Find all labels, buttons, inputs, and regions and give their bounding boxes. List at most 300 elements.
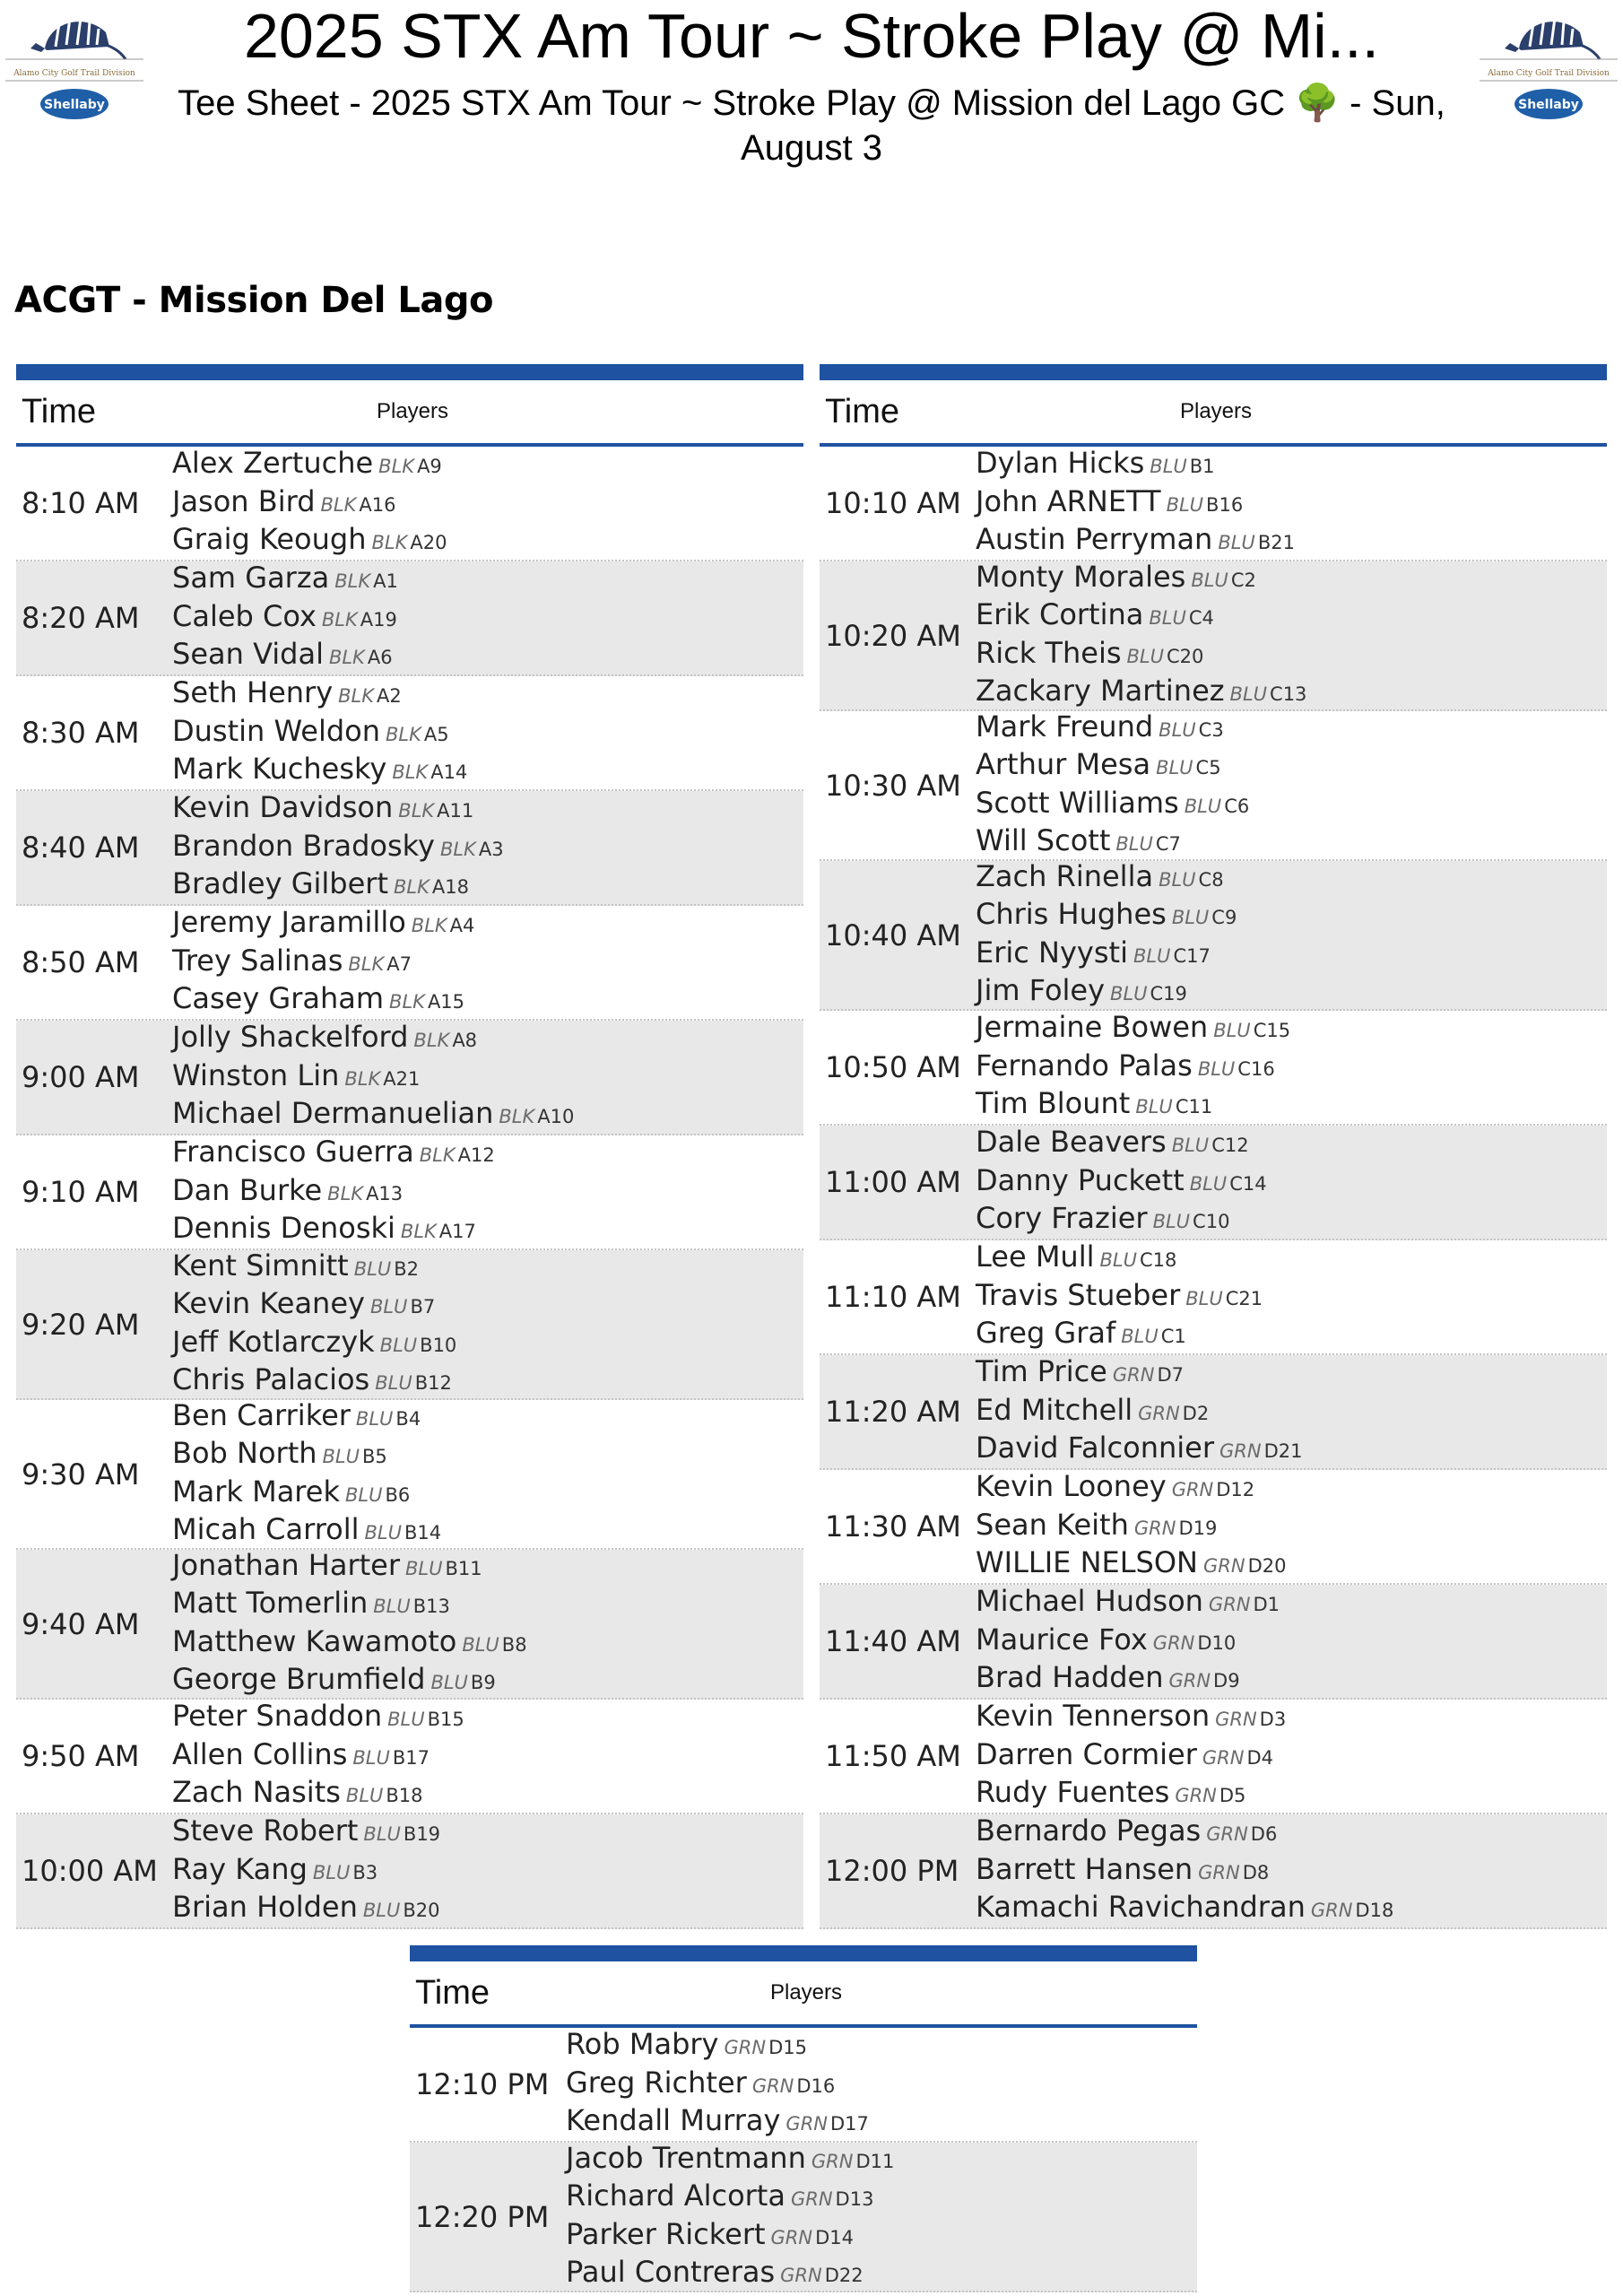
starting-position: B19 xyxy=(403,1823,441,1846)
player-name: Peter Snaddon xyxy=(172,1699,383,1734)
player-entry xyxy=(172,752,803,790)
tee-time: 10:00 AM xyxy=(22,1854,158,1888)
tee-time: 12:20 PM xyxy=(415,2199,550,2234)
logo-text: Alamo City Golf Trail Division xyxy=(1488,69,1610,78)
tee-color: BLU xyxy=(363,1823,401,1846)
tee-color: BLU xyxy=(1184,795,1222,817)
tee-sheet-table-bottom xyxy=(410,1945,1197,2292)
starting-position: B17 xyxy=(392,1746,430,1769)
player-entry xyxy=(976,1813,1607,1852)
tee-time: 12:10 PM xyxy=(415,2067,550,2101)
starting-position: D8 xyxy=(1242,1861,1270,1883)
tee-time-row xyxy=(820,1470,1607,1585)
player-entry xyxy=(172,981,803,1020)
starting-position: B18 xyxy=(386,1785,423,1807)
tee-time-row xyxy=(410,2028,1197,2143)
tee-time-row xyxy=(820,858,1607,1011)
tee-time: 8:40 AM xyxy=(22,831,140,865)
tee-color: BLK xyxy=(439,838,476,860)
player-entry xyxy=(976,1737,1607,1776)
player-name: Sean Vidal xyxy=(172,637,324,672)
tee-color: BLU xyxy=(1171,907,1210,928)
starting-position: C9 xyxy=(1211,907,1237,928)
tee-color: BLU xyxy=(1197,1057,1236,1080)
starting-position: C10 xyxy=(1193,1211,1230,1233)
player-name: Kent Simnitt xyxy=(172,1248,349,1283)
starting-position: D14 xyxy=(815,2226,855,2248)
starting-position: B11 xyxy=(445,1557,482,1579)
player-entry xyxy=(976,786,1607,824)
tee-color: BLU xyxy=(1189,1172,1228,1195)
starting-position: B5 xyxy=(362,1446,387,1467)
player-list xyxy=(172,905,803,1020)
player-name: Fernando Palas xyxy=(976,1048,1193,1083)
tee-time: 10:40 AM xyxy=(825,918,961,952)
tee-sheet-table-left xyxy=(16,364,803,1929)
tee-color: BLU xyxy=(1135,1096,1173,1118)
table-top-bar xyxy=(410,1945,1197,1961)
player-name: Chris Palacios xyxy=(172,1362,370,1396)
tee-color: BLK xyxy=(389,991,425,1013)
player-entry xyxy=(172,829,803,867)
player-name: Jim Foley xyxy=(976,973,1106,1007)
player-name: Sam Garza xyxy=(172,561,330,596)
starting-position: A13 xyxy=(366,1182,404,1205)
tee-color: BLU xyxy=(375,1372,412,1394)
starting-position: C16 xyxy=(1237,1057,1275,1080)
tee-color: GRN xyxy=(1152,1631,1195,1654)
player-name: Michael Dermanuelian xyxy=(172,1096,494,1131)
starting-position: A18 xyxy=(431,876,469,899)
tee-color: BLK xyxy=(411,915,447,937)
player-entry xyxy=(172,1173,803,1212)
starting-position: A5 xyxy=(423,723,449,745)
player-entry xyxy=(172,1058,803,1097)
tee-color: GRN xyxy=(1175,1785,1217,1807)
player-entry xyxy=(976,709,1607,748)
tee-color: BLU xyxy=(1133,944,1171,967)
tee-color: BLU xyxy=(345,1785,384,1807)
player-entry xyxy=(976,1699,1607,1737)
player-name: Jacob Trentmann xyxy=(566,2140,806,2175)
tee-color: BLU xyxy=(352,1746,390,1769)
player-name: Kamachi Ravichandran xyxy=(976,1890,1306,1925)
player-name: Barrett Hansen xyxy=(976,1851,1193,1886)
tee-color: BLU xyxy=(430,1672,468,1693)
tee-color: GRN xyxy=(1219,1440,1262,1463)
tee-time-row xyxy=(16,1021,803,1135)
player-name: George Brumfield xyxy=(172,1662,426,1696)
tee-time: 9:40 AM xyxy=(22,1606,140,1641)
starting-position: D7 xyxy=(1157,1364,1184,1387)
starting-position: B7 xyxy=(410,1296,436,1318)
player-name: Will Scott xyxy=(976,823,1111,857)
player-entry xyxy=(172,1512,803,1551)
player-entry xyxy=(976,747,1607,786)
starting-position: C21 xyxy=(1225,1287,1263,1309)
starting-position: D11 xyxy=(855,2150,895,2172)
player-name: John ARNETT xyxy=(976,483,1161,518)
player-entry xyxy=(172,1699,803,1737)
tee-time: 8:20 AM xyxy=(22,601,140,635)
player-list xyxy=(976,1354,1607,1469)
tee-color: GRN xyxy=(724,2037,767,2059)
player-name: Winston Lin xyxy=(172,1057,340,1092)
starting-position: A19 xyxy=(360,608,397,631)
sponsor-name: Shellaby xyxy=(1518,98,1579,112)
tee-time: 9:50 AM xyxy=(22,1739,140,1773)
player-name: Arthur Mesa xyxy=(976,747,1151,781)
tee-color: GRN xyxy=(1168,1670,1211,1692)
player-entry xyxy=(172,1662,803,1700)
tee-color: GRN xyxy=(1202,1555,1245,1578)
player-list xyxy=(976,1469,1607,1584)
tee-color: BLU xyxy=(1171,1135,1210,1157)
player-entry xyxy=(172,1624,803,1663)
tee-time-row xyxy=(820,1700,1607,1814)
tee-color: BLU xyxy=(1099,1249,1137,1272)
starting-position: C13 xyxy=(1270,683,1307,705)
player-entry xyxy=(172,1436,803,1474)
tee-color: GRN xyxy=(1310,1900,1353,1922)
player-name: Richard Alcorta xyxy=(566,2179,785,2213)
player-name: Lee Mull xyxy=(976,1239,1095,1274)
starting-position: B6 xyxy=(385,1483,411,1506)
player-name: Ray Kang xyxy=(172,1851,308,1886)
player-list xyxy=(976,709,1607,862)
players-column-header: Players xyxy=(769,1980,843,2005)
player-entry xyxy=(172,905,803,944)
armadillo-icon xyxy=(1505,18,1600,59)
tee-color: GRN xyxy=(1215,1709,1257,1731)
tee-color: BLK xyxy=(348,952,385,975)
tee-color: BLK xyxy=(499,1106,535,1128)
player-name: Jonathan Harter xyxy=(172,1547,401,1582)
starting-position: C1 xyxy=(1160,1326,1186,1348)
player-entry xyxy=(172,1852,803,1891)
organization-logo-right xyxy=(1474,4,1623,122)
player-entry xyxy=(172,1286,803,1325)
players-column-header: Players xyxy=(376,399,449,423)
player-name: Kevin Davidson xyxy=(172,790,394,825)
starting-position: C7 xyxy=(1155,833,1181,855)
player-name: Tim Blount xyxy=(976,1086,1131,1121)
player-name: Trey Salinas xyxy=(172,943,343,978)
starting-position: B14 xyxy=(404,1522,442,1544)
tee-time-row xyxy=(820,1814,1607,1929)
player-entry xyxy=(172,599,803,638)
tee-color: GRN xyxy=(1138,1402,1180,1424)
tee-color: BLU xyxy=(1191,569,1228,591)
tee-color: BLK xyxy=(334,570,371,593)
tee-color: GRN xyxy=(1112,1364,1155,1387)
tee-color: BLU xyxy=(355,1407,394,1430)
player-entry xyxy=(172,1325,803,1363)
starting-position: B13 xyxy=(412,1596,450,1617)
starting-position: C17 xyxy=(1173,944,1211,967)
player-entry xyxy=(172,1813,803,1852)
tee-time-row xyxy=(820,1126,1607,1240)
tee-color: BLU xyxy=(1229,683,1268,705)
starting-position: D2 xyxy=(1182,1402,1210,1424)
tee-color: BLK xyxy=(413,1030,450,1052)
player-entry xyxy=(566,2217,1197,2256)
starting-position: A3 xyxy=(478,838,504,860)
tee-color: BLK xyxy=(392,761,429,784)
tee-time-row xyxy=(820,561,1607,711)
player-entry xyxy=(172,637,803,675)
tee-time: 11:40 AM xyxy=(825,1624,961,1658)
player-name: Bob North xyxy=(172,1436,317,1470)
player-entry xyxy=(976,1545,1607,1584)
player-name: Michael Hudson xyxy=(976,1584,1203,1619)
player-name: Micah Carroll xyxy=(172,1512,360,1546)
table-header xyxy=(820,380,1607,447)
player-entry xyxy=(566,2066,1197,2104)
tee-color: GRN xyxy=(780,2265,822,2286)
player-entry xyxy=(172,484,803,523)
tee-time: 9:20 AM xyxy=(22,1307,140,1342)
starting-position: C3 xyxy=(1198,718,1224,741)
player-entry xyxy=(976,522,1607,561)
player-name: Paul Contreras xyxy=(566,2255,776,2289)
tee-color: BLU xyxy=(362,1900,401,1922)
player-name: Mark Freund xyxy=(976,709,1154,744)
tee-color: BLU xyxy=(312,1861,351,1883)
starting-position: A1 xyxy=(373,570,398,593)
table-top-bar xyxy=(820,364,1607,380)
starting-position: B16 xyxy=(1206,493,1244,516)
tee-color: BLU xyxy=(1159,718,1196,741)
tee-color: GRN xyxy=(1202,1746,1245,1769)
player-name: Brad Hadden xyxy=(976,1660,1164,1695)
tee-time-row xyxy=(16,791,803,906)
tee-color: BLU xyxy=(462,1633,499,1656)
tee-color: BLU xyxy=(1156,757,1193,778)
tee-color: GRN xyxy=(1171,1479,1214,1501)
player-entry xyxy=(976,973,1607,1012)
tee-color: BLK xyxy=(327,1182,364,1205)
player-list xyxy=(172,675,803,790)
tee-color: BLU xyxy=(405,1557,443,1579)
player-entry xyxy=(172,1362,803,1401)
tee-time-row xyxy=(16,1250,803,1400)
player-list xyxy=(172,1248,803,1401)
player-entry xyxy=(172,675,803,714)
starting-position: D22 xyxy=(824,2265,864,2286)
starting-position: A11 xyxy=(437,800,474,822)
starting-position: B4 xyxy=(395,1407,421,1430)
table-header xyxy=(410,1961,1197,2028)
player-entry xyxy=(976,1622,1607,1661)
starting-position: D3 xyxy=(1259,1709,1287,1731)
player-name: Tim Price xyxy=(976,1354,1107,1389)
player-name: Dan Burke xyxy=(172,1172,323,1207)
player-name: Bradley Gilbert xyxy=(172,866,388,901)
starting-position: C11 xyxy=(1175,1096,1213,1118)
player-name: Eric Nyysti xyxy=(976,935,1128,970)
player-entry xyxy=(976,1584,1607,1622)
table-header xyxy=(16,380,803,447)
player-name: Allen Collins xyxy=(172,1736,348,1771)
player-list xyxy=(172,446,803,561)
player-name: Brandon Bradosky xyxy=(172,828,435,863)
player-entry xyxy=(566,2179,1197,2217)
player-entry xyxy=(172,1020,803,1058)
player-name: Zach Rinella xyxy=(976,858,1154,893)
tee-color: BLU xyxy=(1115,833,1153,855)
tee-time: 11:20 AM xyxy=(825,1395,961,1429)
tee-color: GRN xyxy=(770,2226,813,2248)
tee-color: BLU xyxy=(373,1596,411,1617)
player-name: Parker Rickert xyxy=(566,2216,766,2251)
starting-position: A10 xyxy=(537,1106,575,1128)
starting-position: A16 xyxy=(359,493,396,516)
player-entry xyxy=(566,2141,1197,2179)
tee-color: BLK xyxy=(400,1221,437,1243)
player-entry xyxy=(172,944,803,982)
tee-color: GRN xyxy=(811,2150,854,2172)
player-name: Sean Keith xyxy=(976,1507,1129,1542)
tee-time: 8:30 AM xyxy=(22,716,140,750)
starting-position: A12 xyxy=(457,1144,495,1167)
player-entry xyxy=(976,1431,1607,1469)
tee-color: BLK xyxy=(394,876,430,899)
starting-position: B21 xyxy=(1257,532,1295,554)
player-name: Seth Henry xyxy=(172,675,334,710)
starting-position: B9 xyxy=(470,1672,496,1693)
player-name: Zach Nasits xyxy=(172,1775,341,1810)
player-entry xyxy=(566,2103,1197,2142)
player-entry xyxy=(976,1163,1607,1202)
starting-position: C18 xyxy=(1139,1249,1177,1272)
player-entry xyxy=(172,1248,803,1287)
player-name: Travis Stueber xyxy=(976,1277,1181,1312)
player-list xyxy=(172,1548,803,1700)
starting-position: D9 xyxy=(1213,1670,1240,1692)
player-entry xyxy=(172,1211,803,1249)
tee-time: 11:50 AM xyxy=(825,1739,961,1773)
tee-time: 11:00 AM xyxy=(825,1165,961,1199)
starting-position: D6 xyxy=(1250,1823,1278,1846)
page-subtitle: Tee Sheet - 2025 STX Am Tour ~ Stroke Play @ Mission del Lago GC 🌳 - Sun, August 3 xyxy=(178,83,1445,168)
player-name: Austin Perryman xyxy=(976,522,1213,557)
player-list xyxy=(976,859,1607,1012)
tee-color: BLU xyxy=(344,1483,383,1506)
player-list xyxy=(976,1813,1607,1928)
player-entry xyxy=(976,1660,1607,1699)
tee-time: 10:30 AM xyxy=(825,768,961,803)
starting-position: A7 xyxy=(386,952,412,975)
starting-position: A15 xyxy=(427,991,465,1013)
tee-time-row xyxy=(16,676,803,791)
starting-position: D16 xyxy=(796,2074,836,2097)
player-name: Matthew Kawamoto xyxy=(172,1623,457,1658)
player-entry xyxy=(172,1135,803,1173)
tee-color: BLU xyxy=(1213,1020,1251,1042)
tee-color: GRN xyxy=(1208,1594,1251,1616)
player-entry xyxy=(172,714,803,752)
player-name: Dylan Hicks xyxy=(976,446,1145,481)
tee-time-row xyxy=(820,1585,1607,1700)
starting-position: B20 xyxy=(403,1900,440,1922)
player-list xyxy=(566,2141,1197,2293)
starting-position: B8 xyxy=(501,1633,527,1656)
starting-position: C15 xyxy=(1253,1020,1291,1042)
tee-color: BLU xyxy=(1110,983,1148,1004)
starting-position: A8 xyxy=(452,1030,478,1052)
player-name: Mark Kuchesky xyxy=(172,752,387,787)
tee-color: BLK xyxy=(398,800,435,822)
player-entry xyxy=(976,859,1607,898)
player-list xyxy=(172,790,803,905)
starting-position: D18 xyxy=(1355,1900,1394,1922)
player-list xyxy=(976,446,1607,561)
player-entry xyxy=(976,935,1607,974)
player-list xyxy=(976,1239,1607,1354)
starting-position: B10 xyxy=(420,1334,457,1356)
tee-color: BLK xyxy=(328,647,365,669)
time-column-header: Time xyxy=(825,392,900,430)
tee-color: BLK xyxy=(371,532,408,554)
player-name: Dustin Weldon xyxy=(172,713,380,748)
tee-color: BLU xyxy=(1149,607,1186,629)
player-name: Darren Cormier xyxy=(976,1736,1197,1771)
starting-position: B3 xyxy=(352,1861,378,1883)
player-entry xyxy=(976,560,1607,598)
tee-time: 8:10 AM xyxy=(22,486,140,520)
player-name: Greg Richter xyxy=(566,2065,747,2100)
starting-position: D4 xyxy=(1246,1746,1273,1769)
starting-position: C14 xyxy=(1229,1172,1267,1195)
player-name: Danny Puckett xyxy=(976,1162,1185,1197)
starting-position: D5 xyxy=(1219,1785,1246,1807)
tee-sheet-table-right xyxy=(820,364,1607,1929)
tee-time-row xyxy=(16,447,803,561)
player-name: Caleb Cox xyxy=(172,598,317,633)
player-name: Graig Keough xyxy=(172,522,367,557)
tee-color: BLK xyxy=(321,608,358,631)
tee-color: BLU xyxy=(387,1709,425,1731)
tee-time-row xyxy=(820,711,1607,861)
tee-time-row xyxy=(16,1135,803,1250)
tee-color: BLU xyxy=(1218,532,1255,554)
tee-color: BLU xyxy=(379,1334,418,1356)
tee-time: 12:00 PM xyxy=(825,1854,959,1888)
player-entry xyxy=(566,2255,1197,2293)
page-title: 2025 STX Am Tour ~ Stroke Play @ Mi... xyxy=(243,1,1380,71)
player-list xyxy=(976,1125,1607,1239)
player-entry xyxy=(976,823,1607,862)
tee-color: BLU xyxy=(322,1446,360,1467)
player-entry xyxy=(172,446,803,484)
tee-color: BLU xyxy=(1159,868,1196,891)
tee-time: 10:20 AM xyxy=(825,618,961,653)
player-list xyxy=(172,1398,803,1551)
starting-position: D12 xyxy=(1216,1479,1255,1501)
player-entry xyxy=(976,1201,1607,1239)
player-name: Francisco Guerra xyxy=(172,1135,414,1170)
tee-time-row xyxy=(820,1011,1607,1126)
player-entry xyxy=(172,1398,803,1437)
tee-time: 10:50 AM xyxy=(825,1050,961,1084)
player-list xyxy=(976,1584,1607,1699)
tee-color: BLU xyxy=(364,1522,402,1544)
player-name: Greg Graf xyxy=(976,1316,1116,1351)
player-entry xyxy=(172,1775,803,1813)
tee-time-row xyxy=(820,1355,1607,1470)
player-name: Kevin Keaney xyxy=(172,1286,365,1320)
